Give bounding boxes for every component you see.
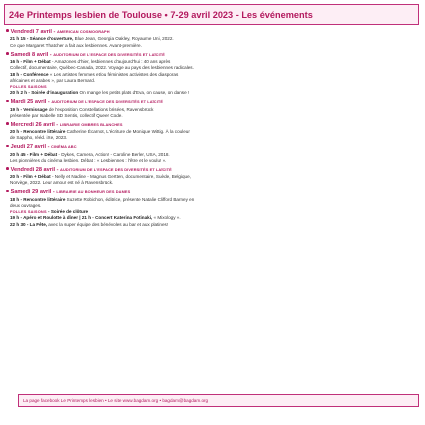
event-date: Mardi 25 avril [10, 99, 47, 106]
event-date: Samedi 8 avril [10, 51, 49, 58]
event-item [6, 28, 419, 49]
bullet-icon [6, 190, 9, 193]
event-time-title: 20 h 45 - Film + Débat [10, 151, 58, 157]
event-date-line: Samedi 8 avril - AUDITORIUM DE L'ESPACE DES DIVERSITÉS ET LAÏCITÉ [6, 51, 419, 59]
event-item [6, 166, 419, 187]
event-time-title: 20 h - Rencontre littéraire [10, 129, 66, 135]
event-date-line: Vendredi 28 avril - AUDITORIUM DE L'ESPACE DES DIVERSITÉS ET LAÏCITÉ [6, 166, 419, 174]
event-time-title: 19 h - Vernissage [10, 106, 48, 112]
event-description: de l'exposition Constellations brisées, Ravensbrück [47, 106, 154, 112]
event-time-title: 16 h - Film + Débat [10, 58, 51, 64]
event-date: Jeudi 27 avril [10, 144, 47, 151]
event-time-title: 20 h - Film + Débat [10, 174, 51, 180]
event-description: deux ouvrages. [10, 202, 42, 208]
event-detail-line [6, 90, 419, 96]
bullet-icon [6, 145, 9, 148]
folles-saisons-label: FOLLES SAISONS [10, 209, 47, 215]
event-venue: AUDITORIUM DE L'ESPACE DES DIVERSITÉS ET LAÏCITÉ [53, 51, 165, 57]
event-date: Vendredi 7 avril [10, 29, 52, 35]
event-description: présentée par Isabelle SD Sentis, collectif Queer Code. [10, 112, 123, 118]
event-detail-line [6, 222, 419, 228]
event-venue: AUDITORIUM DE L'ESPACE DES DIVERSITÉS ET LAÏCITÉ [60, 166, 172, 172]
event-description: - Nelly et Nadine - Magnus Gertten, documentaire, Suède, Belgique, [50, 174, 191, 180]
folles-saisons-label: FOLLES SAISONS [10, 84, 47, 90]
event-time-title: 21 h 15 - Séance d'ouverture, [10, 36, 74, 42]
page-title: 24e Printemps lesbien de Toulouse • 7-29 avril 2023 - Les événements [9, 9, 313, 20]
event-time-title: 22 h 30 - La Fête, [10, 221, 48, 227]
event-time-title: 18 h - Rencontre littéraire [10, 196, 66, 202]
event-date-line: Jeudi 27 avril - CINÉMA ABC [6, 143, 419, 151]
event-date: Mercredi 26 avril [10, 121, 55, 128]
event-date: Vendredi 28 avril [10, 166, 56, 173]
bullet-icon [6, 29, 9, 32]
event-detail-line [6, 180, 419, 186]
event-detail-line [6, 135, 419, 141]
header-banner [4, 4, 419, 25]
event-description: Ce que Margaret Thatcher a fait aux lesbiennes. Avant-première. [10, 42, 142, 48]
event-detail-line [6, 43, 419, 49]
event-description: Collectif, documentaire, Québec-Canada, 2022. Voyage au pays des lesbiennes radicales. [10, 65, 194, 71]
event-description: Blue Jean, Georgia Oakley, Royaume Uni, 2022. [73, 36, 174, 42]
event-description: - Amazones d'hier, lesbiennes d'aujourd'hui : 40 ans après [50, 58, 171, 64]
bullet-icon [6, 167, 9, 170]
event-description: - Dykes, Camera, Action! - Caroline Berler, USA, 2018. [57, 151, 170, 157]
event-description: de Sappho, rééd. iXe, 2023. [10, 135, 68, 141]
event-description: On mange les petits plats d'Eva, on cause, on danse ! [78, 90, 190, 96]
event-date: Samedi 29 avril [10, 189, 52, 196]
event-item [6, 121, 419, 142]
event-time-title: 18 h - Conférence [10, 71, 49, 77]
event-date-line: Mardi 25 avril - AUDITORIUM DE L'ESPACE DES DIVERSITÉS ET LAÏCITÉ [6, 98, 419, 106]
event-description: Catherine Écarnot, L'écriture de Monique Wittig. À la couleur [65, 129, 190, 135]
event-item [6, 98, 419, 119]
event-venue: LIBRAIRIE OMBRES BLANCHES [59, 121, 123, 127]
event-time-title: - Soirée de clôture [46, 209, 89, 215]
event-list [6, 28, 419, 230]
event-time-title: 19 h - Apéro et Roulotte à dîner | 21 h - Concert Katerina Fotinaki, [10, 215, 153, 221]
event-description: Suzette Robichon, éditrice, présente Natalie Clifford Barney en [65, 196, 195, 202]
bullet-icon [6, 52, 9, 55]
event-item [6, 51, 419, 97]
event-item [6, 143, 419, 164]
event-item [6, 188, 419, 228]
event-date-line: Mercredi 26 avril - LIBRAIRIE OMBRES BLANCHES [6, 121, 419, 129]
event-description: Les pionnières du cinéma lesbien. Débat : « Lesbiennes : l'être et le voulu! ». [10, 157, 167, 163]
event-detail-line [6, 158, 419, 164]
event-time-title: 20 h 2 h - Soirée d'inauguration [10, 90, 79, 96]
event-venue: LIBRAIRIE AU BONHEUR DES DAMES [56, 189, 131, 195]
event-description: avec la super équipe des bénévoles au bar et aux platines! [47, 221, 169, 227]
event-venue: CINÉMA ABC [51, 144, 77, 150]
footer-links[interactable]: La page facebook Le Printemps lesbien • Le site www.bagdam.org • bagdam@bagdam.org [23, 398, 209, 403]
event-date-line: Samedi 29 avril - LIBRAIRIE AU BONHEUR DES DAMES [6, 188, 419, 196]
event-venue: AMERICAN COSMOGRAPH [56, 29, 110, 34]
event-description: Norvège, 2022. Leur amour est né à Ravensbrück. [10, 180, 114, 186]
event-description: africaines et arabes », par Laura Bernard. [10, 77, 96, 83]
event-detail-line [6, 113, 419, 119]
event-date-line: Vendredi 7 avril - AMERICAN COSMOGRAPH [6, 28, 419, 36]
footer-banner [18, 394, 419, 407]
bullet-icon [6, 100, 9, 103]
event-venue: AUDITORIUM DE L'ESPACE DES DIVERSITÉS ET LAÏCITÉ [51, 99, 164, 105]
bullet-icon [6, 122, 9, 125]
event-description: « Les artistes femmes et/ou féministes activistes des diasporas [48, 71, 179, 77]
event-description: « Mixology ». [152, 215, 181, 221]
